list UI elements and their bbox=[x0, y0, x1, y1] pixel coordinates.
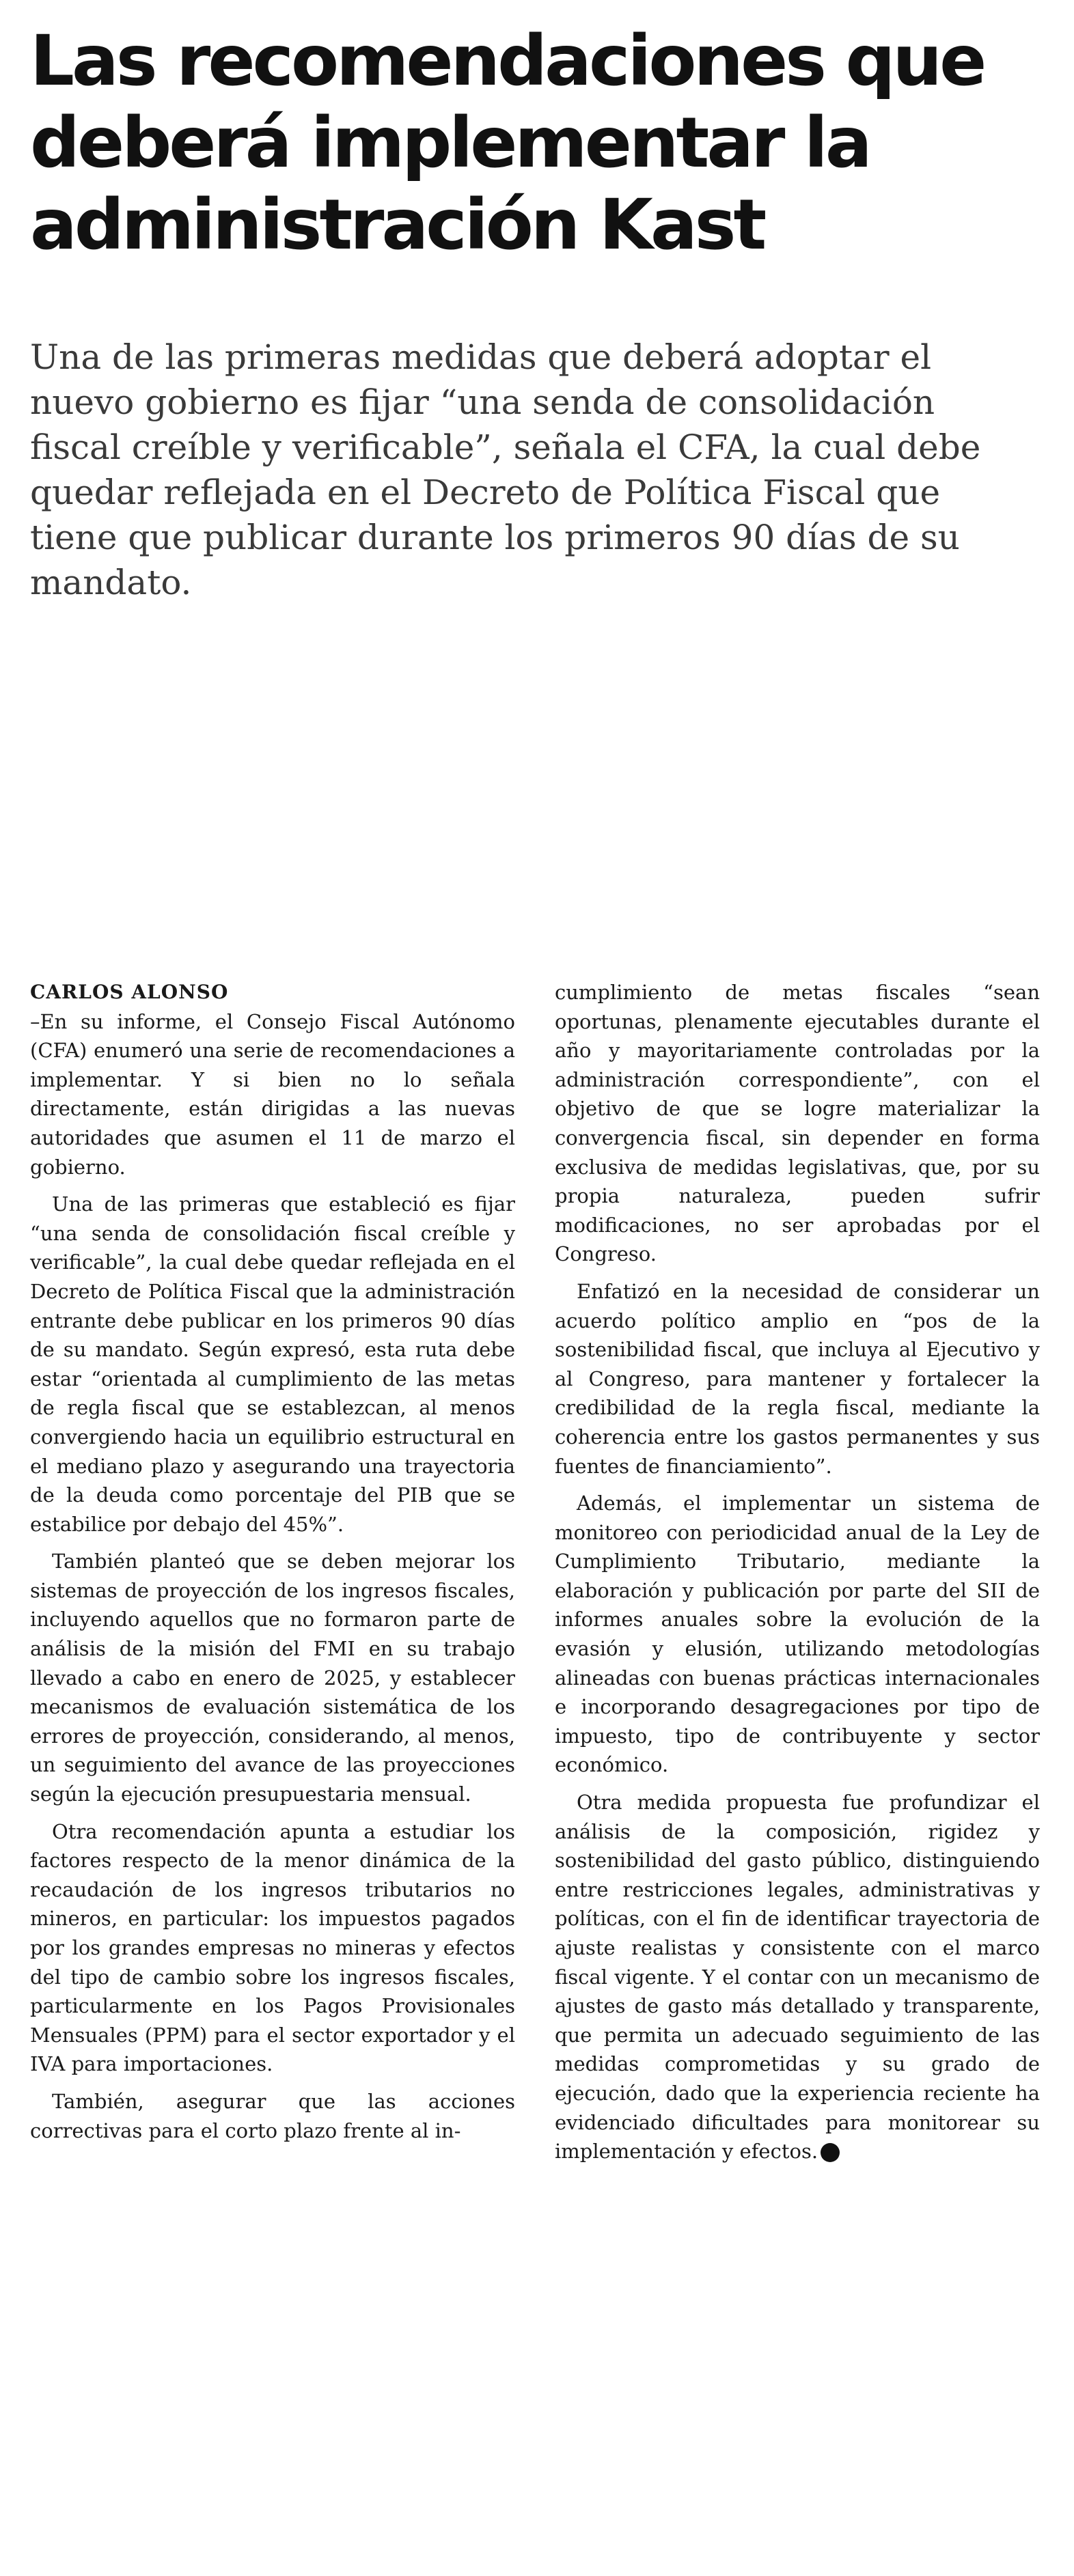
body-paragraph: Además, el implementar un sistema de monitoreo con periodicidad anual de la Ley de Cumplimiento Tributario, mediante la elaboración y publicación por parte del SII de informes anuales sobre la evolución de la evasión y elusión, utilizando metodologías alineadas con buenas prácticas internacionales e incorporando desagregaciones por tipo de impuesto, tipo de contribuyente y sector económico. bbox=[555, 1492, 1040, 1777]
headline-line: administración Kast bbox=[30, 184, 765, 266]
body-column-right bbox=[555, 978, 1040, 2174]
headline-line: Las recomendaciones que bbox=[30, 20, 984, 102]
last-paragraph-text: Otra medida propuesta fue profundizar el análisis de la composición, rigidez y sostenibilidad del gasto público, distinguiendo entre restricciones legales, administrativas y políticas, con el fin de identificar trayectoria de ajuste realistas y consistente con el marco fiscal vigente. Y el contar con un mecanismo de ajustes de gasto más detallado y transparente, que permita un adecuado seguimiento de las medidas comprometidas y su grado de ejecución, dado que la experiencia reciente ha evidenciado dificultades para monitorear su implementación y efectos. bbox=[555, 1791, 1040, 2164]
lead-paragraph bbox=[30, 335, 1055, 605]
headline-line: deberá implementar la bbox=[30, 102, 870, 184]
lead-line: quedar reflejada en el Decreto de Política Fiscal que bbox=[30, 473, 941, 512]
body-paragraph: También planteó que se deben mejorar los sistemas de proyección de los ingresos fiscales, incluyendo aquellos que no formaron parte de análisis de la misión del FMI en su trabajo llevado a cabo en enero de 2025, y establecer mecanismos de evaluación sistemática de los errores de proyección, considerando, al menos, un seguimiento del avance de las proyecciones según la ejecución presupuestaria mensual. bbox=[30, 1550, 515, 1806]
body-column-left bbox=[30, 978, 515, 2153]
headline bbox=[30, 20, 1055, 266]
body-paragraph: Una de las primeras que estableció es fijar “una senda de consolidación fiscal creíble y verificable”, la cual debe quedar reflejada en el Decreto de Política Fiscal que la administración entrante debe publicar en los primeros 90 días de su mandato. Según expresó, esta ruta debe estar “orientada al cumplimiento de las metas de regla fiscal que se establezcan, al menos convergiendo hacia un equilibrio estructural en el mediano plazo y asegurando una trayectoria de la deuda como porcentaje del PIB que se estabilice por debajo del 45%”. bbox=[30, 1192, 515, 1536]
body-paragraph: Enfatizó en la necesidad de considerar un acuerdo político amplio en “pos de la sostenibilidad fiscal, que incluya al Ejecutivo y al Congreso, para mantener y fortalecer la credibilidad de la regla fiscal, mediante la coherencia entre los gastos permanentes y sus fuentes de financiamiento”. bbox=[555, 1279, 1040, 1478]
body-paragraph: cumplimiento de metas fiscales “sean oportunas, plenamente ejecutables durante el año y mayoritariamente controladas por la administración correspondiente”, con el objetivo de que se logre materializar la convergencia fiscal, sin depender en forma exclusiva de medidas legislativas, que, por su propia naturaleza, pueden sufrir modificaciones, no ser aprobadas por el Congreso. bbox=[555, 981, 1040, 1266]
end-of-article-icon: P bbox=[821, 2143, 840, 2162]
lead-line: mandato. bbox=[30, 563, 192, 602]
body-paragraph: –En su informe, el Consejo Fiscal Autónomo (CFA) enumeró una serie de recomendaciones a implementar. Y si bien no lo señala directamente, están dirigidas a las nuevas autoridades que asumen el 11 de marzo el gobierno. bbox=[30, 1009, 515, 1179]
body-paragraph: También, asegurar que las acciones correctivas para el corto plazo frente al in- bbox=[30, 2089, 515, 2142]
body-paragraph: Otra recomendación apunta a estudiar los factores respecto de la menor dinámica de la recaudación de los ingresos tributarios no mineros, en particular: los impuestos pagados por los grandes empresas no mineras y efectos del tipo de cambio sobre los ingresos fiscales, particularmente en los Pagos Provisionales Mensuales (PPM) para el sector exportador y el IVA para importaciones. bbox=[30, 1819, 515, 2076]
byline: CARLOS ALONSO bbox=[30, 981, 229, 1003]
body-paragraph-last bbox=[555, 1788, 1040, 2166]
lead-line: tiene que publicar durante los primeros 90 días de su bbox=[30, 518, 960, 557]
lead-line: Una de las primeras medidas que deberá adoptar el bbox=[30, 337, 932, 377]
lead-line: fiscal creíble y verificable”, señala el CFA, la cual debe bbox=[30, 428, 981, 467]
lead-line: nuevo gobierno es fijar “una senda de consolidación bbox=[30, 382, 935, 422]
